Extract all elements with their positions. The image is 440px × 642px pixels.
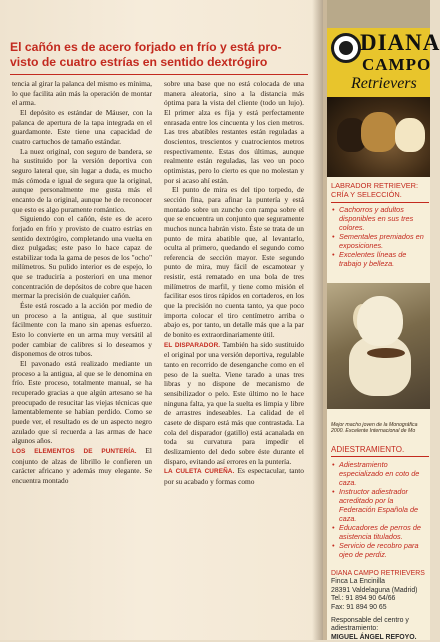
ad-company-info — [331, 570, 430, 642]
ad-brand-campo: CAMPO — [362, 55, 432, 74]
paragraph-text: Es espectacular, tanto por su acabado y formas como — [164, 466, 305, 486]
ad-contact-name: MIGUEL ÁNGEL REFOYO. — [331, 633, 417, 641]
paragraph-text: También ha sido sustituido el original por una versión deportiva, regulable tanto en recorrido de desenganche como en el peso de la suelta. Viene tarado a unas tres libras y no dispone de mecanismo de sensibilizador o pelo. Este último no le hace ninguna falta, ya que la suelta es limpia y libre de arrastres indeseables. La calidad de el casete de disparo está más que contrastada. La cola del disparador (gatillo) está acanalada en toda su curvatura para impedir el deslizamiento del dedo sobre éste durante el disparo, evitando así errores en la puntería. — [164, 339, 304, 466]
ad-top-band — [327, 0, 430, 28]
paragraph-text: El conjunto de alzas de librillo le confieren un carácter africano y además muy elegante. Se encuentra montado — [12, 445, 152, 485]
paragraph: tencia al girar la palanca del mismo es mínima, lo que facilita aún más la operación de montar el arma. — [12, 79, 152, 108]
yellow-labrador-icon — [361, 112, 397, 152]
ad-address-line2: 28391 Valdelaguna (Madrid) — [331, 586, 418, 594]
paragraph: sobre una base que no está colocada de una manera aleatoria, sino a la distancia más óptima para la vista del cliente (todo un lujo). El primer alza es fija y está perfectamente enrasada entre los cincuenta y los cien metros. Las tres abatibles restantes están reguladas a doscientos, trescientos y cuatrocientos metros respectivamente. Estas dos últimas, aunque realmente están reguladas, las veo un poco optimistas, pero lo cierto es que no molestan y por si acaso ahí están. — [164, 79, 304, 185]
ad-address-line1: Finca La Encinilla — [331, 578, 386, 586]
ad-list-breeding — [332, 205, 430, 268]
article-column-right — [164, 79, 304, 487]
section-subhead: LA CULETA CUREÑA. — [164, 468, 235, 476]
ad-list-item: • Servicio de recobro para ojeo de perdiz. — [332, 541, 430, 559]
retrieved-bird-icon — [367, 348, 405, 358]
paragraph — [164, 340, 304, 467]
ad-list-item: • Excelentes líneas de trabajo y belleza. — [332, 250, 430, 268]
paragraph: Siguiendo con el cañón, éste es de acero forjado en frío y provisto de cuatro estrías en sentido dextrógiro, completando una vuelta en diez pulgadas; este paso lo hace capaz de estabilizar toda la gama de pesos de los "ocho" milímetros. Su pulido interior es de espejo, lo que se traduciría a posteriori en una menor concentración de depósitos de cobre que hacen mermar la precisión de cualquier cañón. — [12, 214, 152, 301]
ad-list-item: • Adiestramiento especializado en coto de caza. — [332, 460, 430, 487]
ad-fax: Fax: 91 894 90 65 — [331, 603, 387, 611]
ad-divider-1 — [331, 202, 429, 203]
headline-divider — [10, 74, 308, 75]
puppy-head-icon — [357, 296, 403, 346]
ad-brand-diana: DIANA — [360, 30, 440, 55]
paragraph: Éste está roscado a la acción por medio de un proceso a la antigua, al que sustituir fácilmente con la mano sin apenas esfuerzo. Esto lo convierte en un arma muy versátil al poder cambiar de calibres si lo deseamos y disponemos de otros tubos. — [12, 301, 152, 359]
paragraph: La nuez original, con seguro de bandera, se ha sustituido por la versión deportiva con seguro lateral que, sin lugar a duda, es mucho más cómoda e igual de segura que la original, aunque personalmente me gusta más el encanto de la original, aunque he de reconocer que esto es algo puramente romántico. — [12, 146, 152, 214]
ad-list-item: • Cachorros y adultos disponibles en sus tres colores. — [332, 205, 430, 232]
ad-list-item: • Instructor adiestrador acreditado por la Federación Española de caza. — [332, 487, 430, 523]
paragraph: El punto de mira es del tipo torpedo, de sección fina, para afinar la puntería y está montado sobre un zuncho con rampa sobre el que se encuentra un conjunto que seguramente muchos nunca habrán visto. Éste se trata de un punto de mira abatible que, al levantarlo, oculta al primero, quedando el segundo como referencia de sección mayor. Este segundo punto de mira, muy fácil de escamotear y resistir, está rematado en una bola de tres milímetros de marfil, y tiene como misión el facilitar esos tiros rápidos en cortaderos, en los que la precisión no cuenta tanto, ya que poco importa colocar el tiro centímetro arriba o abajo es, por tanto, un detalle más que a la par de bonito es extraordinariamente útil. — [164, 185, 304, 340]
target-logo-dot — [339, 41, 353, 55]
ad-heading-training: ADIESTRAMIENTO. — [331, 445, 405, 454]
article-headline: El cañón es de acero forjado en frío y está pro- visto de cuatro estrías en sentido dextrógiro — [10, 40, 282, 69]
paragraph — [164, 466, 304, 486]
ad-contact-label: Responsable del centro y adiestramiento: — [331, 617, 409, 633]
ad-divider-2 — [331, 456, 429, 457]
section-subhead: EL DISPARADOR. — [164, 341, 221, 349]
ad-phone: Tel.: 91 894 90 64/66 — [331, 595, 396, 603]
ad-list-training — [332, 460, 430, 559]
ad-heading-labrador: LABRADOR RETRIEVER: CRÍA Y SELECCIÓN. — [331, 181, 419, 199]
section-subhead: LOS ELEMENTOS DE PUNTERÍA. — [12, 447, 137, 455]
page-fold-shadow — [312, 0, 323, 640]
advertisement-diana-campo — [327, 0, 440, 641]
ad-list-item: • Sementales premiados en exposiciones. — [332, 232, 430, 250]
ad-company-name: DIANA CAMPO RETRIEVERS — [331, 570, 425, 577]
article-column-left — [12, 79, 152, 486]
ad-brand-retrievers: Retrievers — [351, 75, 417, 92]
paragraph: El depósito es estándar de Máuser, con la palanca de apertura de la tapa integrada en el guardamonte. Este tiene una capacidad de cuatro cartuchos de tamaño estándar. — [12, 107, 152, 146]
ad-list-item: • Educadores de perros de asistencia titulados. — [332, 523, 430, 541]
paragraph — [12, 446, 152, 486]
cream-labrador-icon — [395, 118, 425, 152]
ad-photo-caption: Mejor macho joven de la Monográfica 2000. Excelente Internacional de Mo — [331, 422, 418, 435]
paragraph: El pavonado está realizado mediante un proceso a la antigua, al que se le denomina en frío. Este proceso, totalmente manual, se ha recuperado gracias a que algún artesano se ha preocupado de resucitar las viejas técnicas que lamentablemente se habían perdido. Como se puede ver, el resultado es de un aspecto negro azulado que sí recuerda a las armas de hace algunos años. — [12, 359, 152, 446]
